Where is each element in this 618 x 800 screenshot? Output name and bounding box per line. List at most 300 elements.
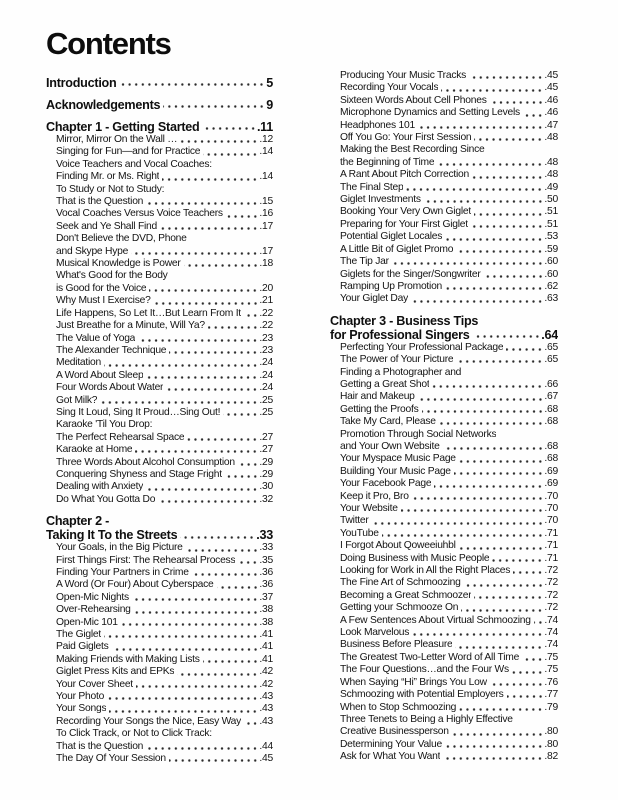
entry-title: When Saying “Hi” Brings You Low bbox=[340, 676, 487, 688]
toc-entry bbox=[330, 553, 558, 565]
toc-entry bbox=[46, 741, 273, 753]
page-number: .50 bbox=[544, 194, 558, 206]
page-number: .44 bbox=[259, 740, 273, 752]
dot-leader bbox=[454, 466, 544, 478]
entry-title: Karaoke 'Til You Drop: bbox=[56, 419, 153, 431]
dot-leader bbox=[223, 407, 258, 419]
dot-leader bbox=[474, 590, 543, 602]
dot-leader bbox=[441, 82, 543, 94]
page-number: .43 bbox=[259, 691, 273, 703]
toc-entry bbox=[46, 196, 273, 208]
entry-title: Your Myspace Music Page bbox=[340, 453, 456, 465]
entry-title: Sixteen Words About Cell Phones bbox=[340, 94, 487, 106]
entry-title: Voice Teachers and Vocal Coaches: bbox=[56, 158, 212, 170]
entry-title: Got Milk? bbox=[56, 394, 98, 406]
entry-title: Singing for Fun—and for Practice bbox=[56, 146, 201, 158]
toc-entry bbox=[46, 444, 273, 456]
dot-leader bbox=[158, 494, 258, 506]
dot-leader bbox=[177, 666, 258, 678]
page-number: .68 bbox=[544, 440, 558, 452]
dot-leader bbox=[422, 404, 544, 416]
toc-entry bbox=[46, 333, 273, 345]
toc-entry bbox=[330, 491, 558, 503]
entry-title: Your Goals, in the Big Picture bbox=[56, 542, 183, 554]
entry-title: A Word (Or Four) About Cyberspace bbox=[56, 579, 214, 591]
page-number: .22 bbox=[259, 307, 273, 319]
entry-title: Paid Giglets bbox=[56, 641, 109, 653]
entry-title: Open-Mic 101 bbox=[56, 616, 118, 628]
toc-entry bbox=[330, 503, 558, 515]
entry-title: and Skype Hype bbox=[56, 245, 129, 257]
entry-title: Becoming a Great Schmoozer bbox=[340, 589, 472, 601]
dot-leader bbox=[203, 120, 256, 134]
toc-column-left bbox=[46, 76, 273, 766]
page-number: .72 bbox=[544, 565, 558, 577]
entry-title: Just Breathe for a Minute, Will Ya? bbox=[56, 320, 205, 332]
entry-title: Finding Your Partners in Crime bbox=[56, 567, 189, 578]
entry-title: Taking It To the Streets bbox=[46, 528, 178, 543]
entry-title: Introduction bbox=[46, 76, 117, 90]
page-number: .33 bbox=[259, 542, 273, 554]
page-number: .65 bbox=[544, 354, 558, 366]
dot-leader bbox=[469, 70, 543, 82]
page-number: .11 bbox=[256, 120, 273, 134]
entry-title: I Forgot About Qoweeiuhbl bbox=[340, 540, 456, 552]
page-number: .12 bbox=[259, 134, 273, 145]
entry-title: Business Before Pleasure bbox=[340, 639, 453, 651]
toc-entry bbox=[46, 432, 273, 444]
entry-title: Looking for Work in All the Right Places bbox=[340, 565, 511, 577]
page-number: .68 bbox=[544, 403, 558, 415]
toc-entry bbox=[330, 590, 558, 602]
dot-leader bbox=[459, 702, 543, 714]
page-number: .67 bbox=[544, 391, 558, 403]
page-number: .69 bbox=[544, 465, 558, 477]
entry-title: Meditation bbox=[56, 357, 102, 369]
entry-title: Conquering Shyness and Stage Fright bbox=[56, 468, 222, 480]
page-number: .72 bbox=[544, 602, 558, 614]
dot-leader bbox=[456, 244, 543, 256]
toc-entry bbox=[46, 716, 273, 728]
entry-title: The Tip Jar bbox=[340, 256, 389, 268]
entry-title: Acknowledgements bbox=[46, 98, 161, 112]
toc-entry bbox=[330, 453, 558, 465]
entry-title: The Giglet bbox=[56, 629, 102, 641]
entry-title: Headphones 101 bbox=[340, 119, 415, 131]
page-number: .18 bbox=[259, 258, 273, 270]
dot-leader bbox=[459, 540, 544, 552]
entry-title: Making Friends with Making Lists bbox=[56, 653, 200, 665]
dot-leader bbox=[456, 354, 543, 366]
page-number: .25 bbox=[259, 406, 273, 418]
dot-leader bbox=[225, 469, 259, 481]
page-number: .64 bbox=[541, 327, 558, 342]
entry-title: The Value of Yoga bbox=[56, 332, 136, 344]
page-number: .29 bbox=[259, 468, 273, 480]
toc-entry bbox=[46, 691, 273, 703]
entry-title: YouTube bbox=[340, 527, 379, 539]
entry-title: The Greatest Two-Letter Word of All Time bbox=[340, 651, 520, 663]
toc-entry bbox=[330, 652, 558, 664]
dot-leader bbox=[131, 246, 258, 258]
dot-leader bbox=[184, 258, 259, 270]
dot-leader bbox=[138, 333, 258, 345]
toc-entry bbox=[46, 395, 273, 407]
page-number: 5 bbox=[266, 76, 273, 90]
page-number: .79 bbox=[544, 701, 558, 713]
dot-leader bbox=[492, 553, 543, 565]
entry-title: Karaoke at Home bbox=[56, 444, 133, 456]
page-number: .16 bbox=[259, 208, 273, 220]
toc-heading bbox=[46, 528, 273, 542]
dot-leader bbox=[455, 639, 543, 651]
toc-entry bbox=[46, 469, 273, 481]
page-number: .25 bbox=[259, 394, 273, 406]
page-number: .75 bbox=[544, 651, 558, 663]
page-number: .38 bbox=[259, 604, 273, 616]
entry-title: Getting your Schmooze On bbox=[340, 602, 459, 614]
dot-leader bbox=[464, 577, 544, 589]
entry-title: Preparing for Your First Giglet bbox=[340, 218, 468, 230]
entry-title: Promotion Through Social Networks bbox=[340, 428, 497, 440]
dot-leader bbox=[104, 357, 258, 369]
page-number: .70 bbox=[544, 503, 558, 514]
dot-leader bbox=[432, 379, 543, 391]
dot-leader bbox=[121, 617, 259, 629]
toc-entry bbox=[46, 146, 273, 158]
page-number: .24 bbox=[259, 382, 273, 394]
toc-entry bbox=[330, 169, 558, 181]
entry-title: Three Tenets to Being a Highly Effective bbox=[340, 713, 513, 725]
entry-title: and Your Own Website bbox=[340, 440, 440, 452]
page-number: .35 bbox=[259, 554, 273, 566]
dot-leader bbox=[244, 716, 258, 728]
page-number: .46 bbox=[544, 94, 558, 106]
dot-leader bbox=[146, 741, 258, 753]
toc-entry bbox=[46, 246, 273, 258]
entry-title: Chapter 1 - Getting Started bbox=[46, 120, 200, 134]
dot-leader bbox=[203, 654, 259, 666]
entry-title: Sing It Loud, Sing It Proud…Sing Out! bbox=[56, 406, 221, 418]
page-number: .76 bbox=[544, 676, 558, 688]
toc-entry bbox=[46, 654, 273, 666]
entry-title: Don't Believe the DVD, Phone bbox=[56, 233, 187, 245]
dot-leader bbox=[162, 171, 258, 183]
dot-leader bbox=[412, 627, 543, 639]
page-number: .51 bbox=[544, 218, 558, 230]
entry-title: Your Cover Sheet bbox=[56, 678, 133, 690]
page-number: 9 bbox=[266, 98, 273, 112]
dot-leader bbox=[372, 515, 544, 527]
dot-leader bbox=[112, 641, 259, 653]
dot-leader bbox=[203, 146, 258, 158]
toc-entry bbox=[330, 677, 558, 689]
toc-entry bbox=[330, 478, 558, 490]
entry-title: Building Your Music Page bbox=[340, 465, 451, 477]
entry-title: Ramping Up Promotion bbox=[340, 280, 443, 292]
page-number: .41 bbox=[259, 641, 273, 653]
dot-leader bbox=[512, 664, 544, 676]
page-number: .36 bbox=[259, 579, 273, 591]
dot-leader bbox=[439, 416, 544, 428]
dot-leader bbox=[474, 132, 543, 144]
entry-title: Producing Your Music Tracks bbox=[340, 70, 467, 81]
dot-leader bbox=[135, 444, 258, 456]
entry-title: Life Happens, So Let It…But Learn From It bbox=[56, 307, 241, 319]
toc-entry bbox=[46, 457, 273, 469]
page-title: Contents bbox=[46, 26, 171, 61]
dot-leader bbox=[382, 528, 544, 540]
page-number: .32 bbox=[259, 493, 273, 505]
entry-title: Your Facebook Page bbox=[340, 478, 432, 490]
toc-entry bbox=[330, 95, 558, 107]
toc-entry bbox=[330, 182, 558, 194]
page-number: .30 bbox=[259, 481, 273, 493]
toc-entry bbox=[330, 391, 558, 403]
entry-title: Open-Mic Nights bbox=[56, 591, 129, 603]
page-number: .41 bbox=[259, 653, 273, 665]
page-number: .36 bbox=[259, 567, 273, 578]
entry-title: Vocal Coaches Versus Voice Teachers bbox=[56, 208, 223, 220]
toc-entry bbox=[330, 367, 558, 379]
toc-entry bbox=[330, 194, 558, 206]
toc-heading bbox=[330, 314, 558, 328]
dot-leader bbox=[445, 231, 543, 243]
toc-entry bbox=[46, 233, 273, 245]
entry-title: Keep it Pro, Bro bbox=[340, 490, 409, 502]
entry-title: the Beginning of Time bbox=[340, 156, 435, 168]
entry-title: Chapter 2 - bbox=[46, 514, 110, 529]
toc-entry bbox=[46, 679, 273, 691]
page-number: .42 bbox=[259, 666, 273, 678]
toc-heading bbox=[46, 76, 273, 90]
entry-title: The Alexander Technique bbox=[56, 344, 167, 356]
toc-entry bbox=[330, 664, 558, 676]
toc-entry bbox=[46, 617, 273, 629]
toc-entry bbox=[46, 171, 273, 183]
toc-entry bbox=[330, 206, 558, 218]
entry-title: Making the Best Recording Since bbox=[340, 144, 485, 156]
entry-title: Getting the Proofs bbox=[340, 403, 419, 415]
page-number: .74 bbox=[544, 639, 558, 651]
toc-entry bbox=[46, 357, 273, 369]
toc-entry bbox=[46, 295, 273, 307]
toc-entry bbox=[330, 82, 558, 94]
page-number: .74 bbox=[544, 614, 558, 626]
page-number: .63 bbox=[544, 293, 558, 305]
page-number: .72 bbox=[544, 589, 558, 601]
dot-leader bbox=[401, 503, 544, 515]
entry-title: Over-Rehearsing bbox=[56, 604, 131, 616]
entry-title: Mirror, Mirror On the Wall … bbox=[56, 134, 178, 145]
page-number: .23 bbox=[259, 344, 273, 356]
page-number: .41 bbox=[259, 629, 273, 641]
page-number: .49 bbox=[544, 181, 558, 193]
page-number: .82 bbox=[544, 751, 558, 763]
toc-entry bbox=[330, 157, 558, 169]
toc-entry bbox=[46, 221, 273, 233]
dot-leader bbox=[406, 182, 543, 194]
toc-entry bbox=[330, 231, 558, 243]
dot-leader bbox=[146, 370, 258, 382]
toc-entry bbox=[330, 602, 558, 614]
dot-leader bbox=[424, 194, 544, 206]
toc-entry bbox=[46, 604, 273, 616]
dot-leader bbox=[445, 739, 543, 751]
toc-heading bbox=[46, 120, 273, 134]
toc-entry bbox=[46, 159, 273, 171]
dot-leader bbox=[443, 751, 543, 763]
dot-leader bbox=[136, 679, 259, 691]
entry-title: Three Words About Alcohol Consumption bbox=[56, 456, 235, 468]
toc-entry bbox=[46, 184, 273, 196]
page-number: .15 bbox=[259, 196, 273, 208]
page-number: .59 bbox=[544, 243, 558, 255]
dot-leader bbox=[100, 395, 258, 407]
toc-entry bbox=[46, 542, 273, 554]
entry-title: That is the Question bbox=[56, 740, 144, 752]
toc-entry bbox=[330, 144, 558, 156]
dot-leader bbox=[180, 134, 258, 146]
page-number: .77 bbox=[544, 689, 558, 701]
toc-entry bbox=[330, 429, 558, 441]
dot-leader bbox=[107, 691, 258, 703]
page-number: .23 bbox=[259, 332, 273, 344]
entry-title: Microphone Dynamics and Setting Levels bbox=[340, 107, 520, 119]
entry-title: The Four Questions…and the Four Ws bbox=[340, 664, 509, 676]
entry-title: Finding Mr. or Ms. Right bbox=[56, 171, 160, 183]
toc-entry bbox=[46, 494, 273, 506]
toc-entry bbox=[46, 270, 273, 282]
page-number: .53 bbox=[544, 231, 558, 243]
dot-leader bbox=[134, 604, 259, 616]
entry-title: Take My Card, Please bbox=[340, 416, 436, 428]
page-number: .22 bbox=[259, 320, 273, 332]
entry-title: What's Good for the Body bbox=[56, 270, 168, 282]
entry-title: for Professional Singers bbox=[330, 327, 470, 342]
entry-title: The Perfect Rehearsal Space bbox=[56, 431, 185, 443]
page-number: .43 bbox=[259, 715, 273, 727]
dot-leader bbox=[226, 208, 259, 220]
page-number: .24 bbox=[259, 357, 273, 369]
page-number: .17 bbox=[259, 245, 273, 257]
page-number: .38 bbox=[259, 616, 273, 628]
toc-entry bbox=[46, 283, 273, 295]
entry-title: Creative Businessperson bbox=[340, 726, 449, 738]
page-number: .45 bbox=[544, 70, 558, 81]
dot-leader bbox=[109, 703, 258, 715]
page-number: .71 bbox=[544, 527, 558, 539]
dot-leader bbox=[490, 95, 544, 107]
dot-leader bbox=[471, 219, 544, 231]
toc-entry bbox=[330, 441, 558, 453]
dot-leader bbox=[186, 542, 259, 554]
dot-leader bbox=[132, 592, 258, 604]
entry-title: Ask for What You Want bbox=[340, 751, 441, 763]
page-number: .47 bbox=[544, 119, 558, 131]
entry-title: The Power of Your Picture bbox=[340, 354, 454, 366]
page-number: .51 bbox=[544, 206, 558, 218]
entry-title: Hair and Makeup bbox=[340, 391, 415, 403]
page-number: .70 bbox=[544, 490, 558, 502]
dot-leader bbox=[461, 602, 543, 614]
toc-entry bbox=[46, 579, 273, 591]
dot-leader bbox=[523, 107, 543, 119]
dot-leader bbox=[412, 491, 544, 503]
page-number: .66 bbox=[544, 378, 558, 390]
entry-title: Four Words About Water bbox=[56, 382, 164, 394]
toc-entry bbox=[330, 466, 558, 478]
page-number: .24 bbox=[259, 369, 273, 381]
dot-leader bbox=[146, 196, 258, 208]
page-number: .60 bbox=[544, 256, 558, 268]
toc-entry bbox=[46, 382, 273, 394]
toc-column-right bbox=[330, 70, 558, 764]
dot-leader bbox=[154, 295, 259, 307]
toc-entry bbox=[330, 702, 558, 714]
page-number: .80 bbox=[544, 738, 558, 750]
toc-entry bbox=[46, 370, 273, 382]
entry-title: The Fine Art of Schmoozing bbox=[340, 577, 461, 589]
toc-heading bbox=[330, 328, 558, 342]
toc-entry bbox=[330, 342, 558, 354]
page-number: .60 bbox=[544, 268, 558, 280]
page-number: .70 bbox=[544, 515, 558, 527]
page-number: .37 bbox=[259, 591, 273, 603]
toc-heading bbox=[46, 98, 273, 112]
toc-entry bbox=[330, 515, 558, 527]
dot-leader bbox=[217, 579, 259, 591]
entry-title: Chapter 3 - Business Tips bbox=[330, 313, 479, 328]
page-number: .33 bbox=[256, 528, 273, 543]
toc-entry bbox=[330, 244, 558, 256]
dot-leader bbox=[507, 689, 544, 701]
toc-entry bbox=[330, 739, 558, 751]
page-number: .68 bbox=[544, 453, 558, 465]
entry-title: Giglet Press Kits and EPKs bbox=[56, 666, 175, 678]
dot-leader bbox=[506, 342, 543, 354]
dot-leader bbox=[490, 677, 544, 689]
toc-entry bbox=[46, 407, 273, 419]
dot-leader bbox=[149, 283, 258, 295]
dot-leader bbox=[452, 726, 544, 738]
entry-title: A Few Sentences About Virtual Schmoozing bbox=[340, 614, 531, 626]
toc-entry bbox=[46, 320, 273, 332]
entry-title: Dealing with Anxiety bbox=[56, 481, 144, 493]
toc-entry bbox=[330, 293, 558, 305]
toc-entry bbox=[330, 416, 558, 428]
toc-entry bbox=[46, 753, 273, 765]
dot-leader bbox=[443, 441, 544, 453]
toc-entry bbox=[330, 714, 558, 726]
toc-entry bbox=[330, 107, 558, 119]
dot-leader bbox=[418, 120, 543, 132]
entry-title: is Good for the Voice bbox=[56, 282, 147, 294]
page-number: .45 bbox=[544, 82, 558, 94]
entry-title: Seek and Ye Shall Find bbox=[56, 220, 157, 232]
entry-title: To Study or Not to Study: bbox=[56, 183, 165, 195]
dot-leader bbox=[238, 457, 259, 469]
toc-entry bbox=[330, 269, 558, 281]
entry-title: Why Must I Exercise? bbox=[56, 295, 151, 307]
page-number: .14 bbox=[259, 146, 273, 158]
entry-title: To Click Track, or Not to Click Track: bbox=[56, 728, 212, 740]
entry-title: Potential Giglet Locales bbox=[340, 231, 443, 243]
entry-title: The Day Of Your Session bbox=[56, 753, 166, 765]
dot-leader bbox=[244, 308, 259, 320]
entry-title: A Word About Sleep bbox=[56, 369, 144, 381]
toc-entry bbox=[46, 703, 273, 715]
